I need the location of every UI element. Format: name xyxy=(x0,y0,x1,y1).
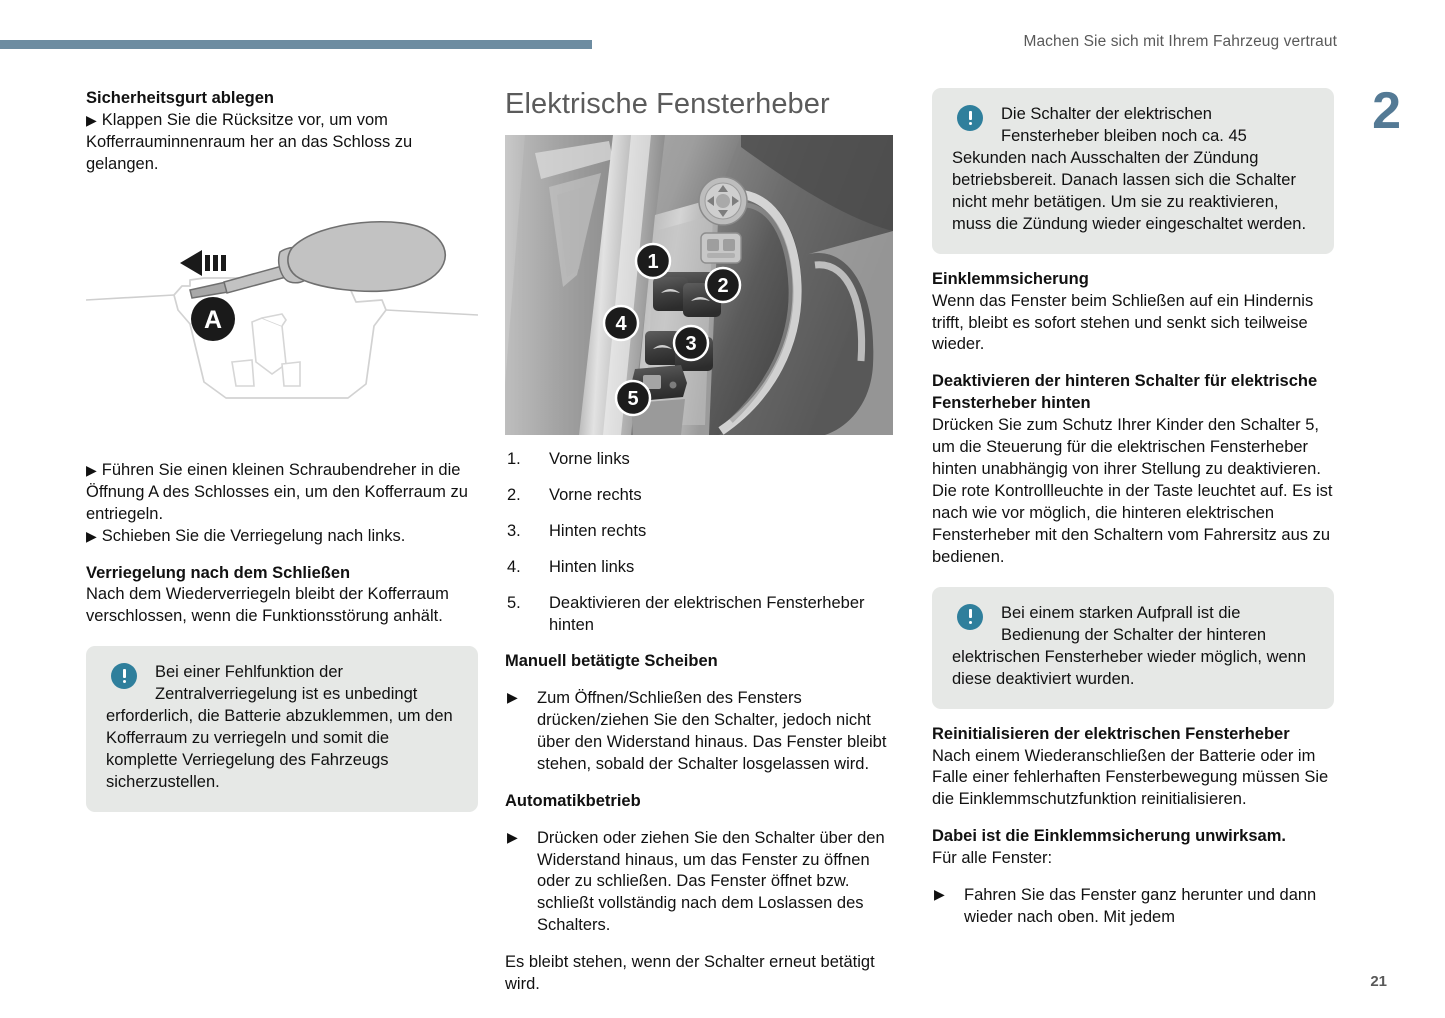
list-label: Vorne rechts xyxy=(549,486,642,505)
window-switch-legend xyxy=(505,449,897,637)
heading-einklemmsicherung-unwirksam: Dabei ist die Einklemmsicherung unwirksam. xyxy=(932,827,1286,846)
note-box-aufprall xyxy=(932,587,1334,709)
running-header-title: Machen Sie sich mit Ihrem Fahrzeug vertraut xyxy=(1023,33,1337,50)
chapter-number: 2 xyxy=(1372,82,1401,140)
left-column xyxy=(86,88,478,812)
paragraph-auto-stop: Es bleibt stehen, wenn der Schalter erneut betätigt wird. xyxy=(505,953,875,994)
note-box-zentralverriegelung xyxy=(86,646,478,812)
note-box-switch-timeout xyxy=(932,88,1334,254)
list-item xyxy=(505,449,897,471)
header-rule xyxy=(0,40,592,49)
list-number: 2. xyxy=(507,486,521,505)
arrow-bullet-icon: ▶ xyxy=(86,111,97,128)
bullet-screwdriver-text: Führen Sie einen kleinen Schraubendreher in die Öffnung A des Schlosses ein, um den Kofferraum zu entriegeln. xyxy=(86,460,468,523)
list-number: 1. xyxy=(507,450,521,469)
bullet-auto-operation xyxy=(505,828,897,938)
bullet-slide-lock-text: Schieben Sie die Verriegelung nach links. xyxy=(101,526,406,545)
svg-text:1: 1 xyxy=(647,251,659,274)
heading-verriegelung: Verriegelung nach dem Schließen xyxy=(86,563,351,582)
bullet-manual-text: Zum Öffnen/Schließen des Fensters drücken/ziehen Sie den Schalter, jedoch nicht über den Widerstand hinaus. Das Fenster bleibt stehen, sobald der Schalter losgelassen wird. xyxy=(537,688,887,773)
page-title: Elektrische Fensterheber xyxy=(505,88,830,120)
list-label: Hinten rechts xyxy=(549,522,647,541)
heading-einklemmsicherung: Einklemmsicherung xyxy=(932,269,1089,288)
svg-text:5: 5 xyxy=(627,388,639,411)
heading-sicherheitsgurt-ablegen: Sicherheitsgurt ablegen xyxy=(86,89,274,107)
list-label: Hinten links xyxy=(549,558,635,577)
arrow-bullet-icon: ▶ xyxy=(507,828,518,845)
list-item xyxy=(505,593,897,637)
paragraph-deaktivieren: Drücken Sie zum Schutz Ihrer Kinder den Schalter 5, um die Steuerung für die elektrischen Fensterheber hinten unabhängig von ihrer Stellung zu deaktivieren. Die rote Kontrollleuchte in der Taste leuchtet auf. Es ist nach wie vor möglich, die hinteren elektrischen Fensterheber mit den Schaltern vom Fahrersitz aus zu bedienen. xyxy=(932,416,1333,566)
list-label: Vorne links xyxy=(549,450,630,469)
list-number: 3. xyxy=(507,522,521,541)
list-number: 4. xyxy=(507,558,521,577)
bullet-manual-operation xyxy=(505,688,897,776)
list-label: Deaktivieren der elektrischen Fensterheber hinten xyxy=(549,594,865,635)
bullet-fenster-herunterfahren xyxy=(932,885,1334,929)
svg-text:3: 3 xyxy=(685,333,697,356)
svg-text:2: 2 xyxy=(717,275,729,298)
paragraph-reinitialisieren: Nach einem Wiederanschließen der Batterie oder im Falle einer fehlerhaften Fensterbewegung müssen Sie die Einklemmschutzfunktion reinitialisieren. xyxy=(932,746,1329,809)
bullet-intro-text: Klappen Sie die Rücksitze vor, um vom Kofferrauminnenraum her an das Schloss zu gelangen. xyxy=(86,110,413,173)
arrow-bullet-icon: ▶ xyxy=(507,688,518,705)
list-item xyxy=(505,521,897,543)
bullet-screwdriver xyxy=(86,460,478,526)
middle-column xyxy=(505,88,897,996)
paragraph-fuer-alle-fenster: Für alle Fenster: xyxy=(932,849,1053,868)
heading-automatikbetrieb: Automatikbetrieb xyxy=(505,791,641,810)
paragraph-verriegelung: Nach dem Wiederverriegeln bleibt der Kofferraum verschlossen, wenn die Funktionsstörung anhält. xyxy=(86,585,449,626)
note-text: Bei einem starken Aufprall ist die Bedienung der Schalter der hinteren elektrischen Fensterheber wieder möglich, wenn diese deaktiviert wurden. xyxy=(952,603,1307,688)
info-circle-icon xyxy=(111,663,137,689)
note-text: Bei einer Fehlfunktion der Zentralverriegelung ist es unbedingt erforderlich, die Batterie abzuklemmen, um den Kofferraum zu verriegeln und somit die komplette Verriegelung des Fahrzeugs sicherzustellen. xyxy=(106,663,453,791)
svg-text:4: 4 xyxy=(615,313,627,336)
right-column xyxy=(932,88,1334,929)
arrow-bullet-icon: ▶ xyxy=(86,527,97,544)
bullet-auto-text: Drücken oder ziehen Sie den Schalter über den Widerstand hinaus, um das Fenster zu öffnen oder zu schließen. Das Fenster öffnet bzw. schließt vollständig nach dem Loslassen des Schalters. xyxy=(537,828,885,935)
heading-deaktivieren-hintere-schalter: Deaktivieren der hinteren Schalter für elektrische Fensterheber hinten xyxy=(932,372,1318,413)
mirror-control xyxy=(699,177,747,225)
info-circle-icon xyxy=(957,105,983,131)
heading-reinitialisieren: Reinitialisieren der elektrischen Fensterheber xyxy=(932,724,1290,743)
bullet-fenster-text: Fahren Sie das Fenster ganz herunter und dann wieder nach oben. Mit jedem xyxy=(964,886,1317,927)
mirror-select-switch xyxy=(701,233,741,263)
arrow-bullet-icon: ▶ xyxy=(86,461,97,478)
list-number: 5. xyxy=(507,594,521,613)
list-item xyxy=(505,485,897,507)
info-circle-icon xyxy=(957,604,983,630)
arrow-bullet-icon: ▶ xyxy=(934,886,945,903)
note-text: Die Schalter der elektrischen Fensterheber bleiben noch ca. 45 Sekunden nach Ausschalten der Zündung betriebsbereit. Danach lassen sich die Schalter nicht mehr betätigen. Um sie zu reaktivieren, muss die Zündung wieder eingeschaltet werden. xyxy=(952,105,1307,233)
callout-a-label: A xyxy=(203,305,223,334)
heading-manuell-betaetigte-scheiben: Manuell betätigte Scheiben xyxy=(505,651,718,670)
photo-door-panel xyxy=(505,135,897,435)
list-item xyxy=(505,557,897,579)
bullet-intro xyxy=(86,110,478,176)
paragraph-einklemmsicherung: Wenn das Fenster beim Schließen auf ein Hindernis trifft, bleibt es sofort stehen und senkt sich teilweise wieder. xyxy=(932,291,1314,354)
illustration-seatbelt-lock xyxy=(86,214,478,444)
bullet-slide-lock xyxy=(86,526,478,548)
page-number: 21 xyxy=(1370,973,1387,990)
